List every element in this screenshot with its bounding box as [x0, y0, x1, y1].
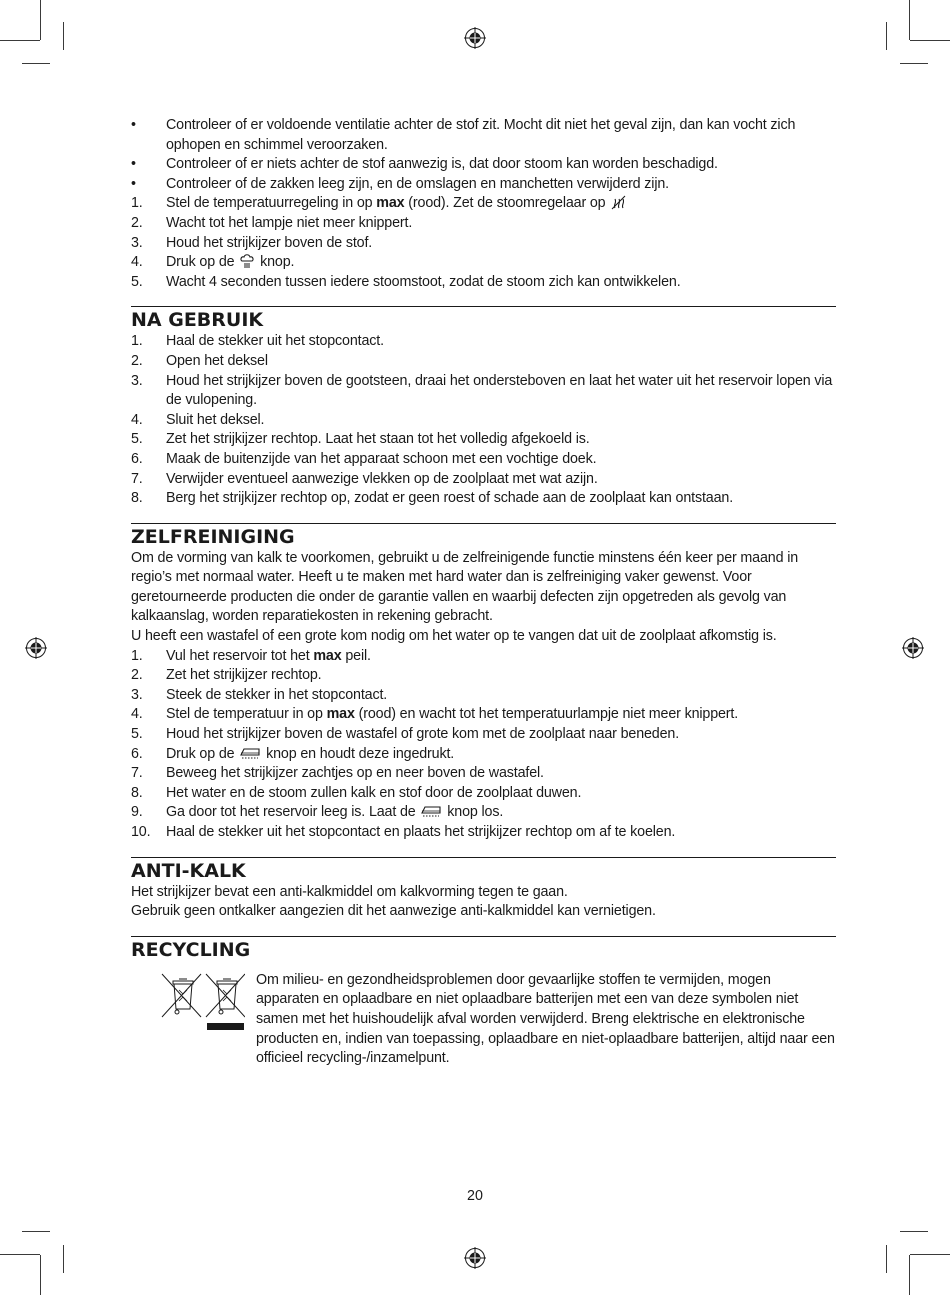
list-item-text: Haal de stekker uit het stopcontact en plaats het strijkijzer rechtop om af te koelen.: [166, 824, 676, 840]
step-number: 2.: [131, 214, 143, 231]
list-item: [131, 332, 836, 352]
step-number: 1.: [131, 195, 143, 212]
list-item: [131, 686, 836, 706]
list-item-text: Wacht 4 seconden tussen iedere stoomstoot, zodat de stoom zich kan ontwikkelen.: [166, 273, 681, 290]
section-recycling: [131, 936, 836, 1071]
list-item-text: Het water en de stoom zullen kalk en stof door de zoolplaat duwen.: [166, 784, 582, 801]
step-number: 7.: [131, 765, 143, 782]
list-item-text: Houd het strijkijzer boven de gootsteen, draai het ondersteboven en laat het water uit het reservoir lopen via de vulopening.: [166, 372, 833, 409]
step-number: 10.: [131, 824, 151, 840]
step-number: 5.: [131, 431, 143, 448]
list-item: [131, 175, 836, 195]
list-item-text: Sluit het deksel.: [166, 411, 265, 428]
list-item: [131, 411, 836, 431]
list-item: [131, 784, 836, 804]
list-item: [131, 705, 836, 725]
crop-mark: [63, 22, 64, 50]
list-item: [131, 666, 836, 686]
crop-mark: [910, 40, 950, 41]
paragraph: Om de vorming van kalk te voorkomen, gebruikt u de zelfreinigende functie minstens één keer per maand in regio’s met normaal water. Heeft u te maken met hard water dan is zelfreiniging vaker gewenst. Voor geretourneerde producten die onder de garantie vallen en waarbij defecten zijn opgetreden als gevolg van kalkaanslag, worden reparatiekosten in rekening gebracht.: [131, 549, 799, 625]
steam-off-icon: [610, 194, 626, 210]
registration-mark-icon: [25, 637, 47, 659]
list-item-text: Verwijder eventueel aanwezige vlekken op de zoolplaat met wat azijn.: [166, 470, 598, 487]
list-item: [131, 116, 836, 155]
bold-text: max: [376, 195, 405, 212]
crop-mark: [886, 1245, 887, 1273]
section-title: ANTI-KALK: [131, 857, 836, 882]
list-item-text: Wacht tot het lampje niet meer knippert.: [166, 214, 413, 231]
list-item: [131, 745, 836, 765]
crop-mark: [40, 0, 41, 40]
step-number: 3.: [131, 372, 143, 389]
step-number: 5.: [131, 726, 143, 743]
paragraph: Gebruik geen ontkalker aangezien dit het aanwezige anti-kalkmiddel kan vernietigen.: [131, 903, 656, 920]
list-item-text: Beweeg het strijkijzer zachtjes op en neer boven de wastafel.: [166, 765, 544, 782]
list-item-text: knop en houdt deze ingedrukt.: [266, 745, 455, 762]
crop-mark: [900, 1231, 928, 1232]
crop-mark: [909, 0, 910, 40]
self-clean-icon: [420, 803, 442, 819]
step-number: 8.: [131, 490, 143, 507]
step-number: 4.: [131, 254, 143, 271]
step-number: 5.: [131, 273, 143, 290]
bold-text: max: [313, 647, 342, 664]
list-item-text: Berg het strijkijzer rechtop op, zodat er geen roest of schade aan de zoolplaat kan ontstaan.: [166, 490, 734, 507]
crop-mark: [0, 1254, 40, 1255]
list-item: [131, 372, 836, 411]
list-item-text: Druk op de: [166, 745, 235, 762]
registration-mark-icon: [464, 1247, 486, 1269]
page-number: 20: [467, 1188, 483, 1204]
list-item: [131, 273, 836, 293]
list-item-text: Open het deksel: [166, 352, 268, 369]
bold-text: max: [326, 706, 355, 723]
step-number: 1.: [131, 647, 143, 664]
step-number: 2.: [131, 667, 143, 684]
section-after-use: [131, 306, 836, 508]
self-clean-icon: [239, 745, 261, 761]
list-item: [131, 725, 836, 745]
crop-mark: [40, 1255, 41, 1295]
list-item-text: Haal de stekker uit het stopcontact.: [166, 333, 384, 350]
list-item-text: Houd het strijkijzer boven de wastafel of grote kom met de zoolplaat naar beneden.: [166, 726, 680, 743]
recycling-text: Om milieu- en gezondheidsproblemen door gevaarlijke stoffen te vermijden, mogen apparaten en oplaadbare en niet oplaadbare batterijen met een van deze symbolen niet samen met het huishoudelijk afval worden verwijderd. Breng elektrische en elektronische producten en, indien van toepassing, oplaadbare en niet-oplaadbare batterijen, altijd naar een officieel recycling-/inzamelpunt.: [256, 971, 835, 1067]
registration-mark-icon: [464, 27, 486, 49]
list-item: [131, 155, 836, 175]
step-number: 8.: [131, 784, 143, 801]
list-item: [131, 194, 836, 214]
list-item-text: Controleer of er niets achter de stof aanwezig is, dat door stoom kan worden beschadigd.: [166, 156, 718, 173]
list-item: [131, 450, 836, 470]
list-item-text: Controleer of de zakken leeg zijn, en de omslagen en manchetten verwijderd zijn.: [166, 175, 669, 192]
step-number: 3.: [131, 686, 143, 703]
list-item-text: Steek de stekker in het stopcontact.: [166, 686, 388, 703]
crop-mark: [22, 1231, 50, 1232]
crop-mark: [910, 1254, 950, 1255]
list-item: [131, 234, 836, 254]
list-item-text: knop los.: [447, 804, 504, 821]
list-item-text: Zet het strijkijzer rechtop.: [166, 667, 322, 684]
list-item: [131, 489, 836, 509]
bullet-marker: •: [131, 175, 136, 192]
list-item-text: Druk op de: [166, 254, 235, 271]
list-item-text: Vul het reservoir tot het: [166, 647, 314, 664]
section-title: RECYCLING: [131, 936, 836, 961]
steam-burst-icon: [239, 253, 255, 269]
section-title: NA GEBRUIK: [131, 306, 836, 331]
list-item-text: Ga door tot het reservoir leeg is. Laat de: [166, 804, 416, 821]
step-number: 6.: [131, 450, 143, 467]
crossed-bin-icon: [161, 973, 245, 1031]
list-item: [131, 764, 836, 784]
step-number: 4.: [131, 411, 143, 428]
step-number: 3.: [131, 234, 143, 251]
crop-mark: [63, 1245, 64, 1273]
step-number: 1.: [131, 333, 143, 350]
crop-mark: [22, 63, 50, 64]
list-item-text: Stel de temperatuur in op: [166, 706, 327, 723]
step-number: 6.: [131, 745, 143, 762]
list-item-text: Houd het strijkijzer boven de stof.: [166, 234, 373, 251]
list-item: [131, 803, 836, 823]
bullet-marker: •: [131, 117, 136, 133]
list-item-text: Maak de buitenzijde van het apparaat schoon met een vochtige doek.: [166, 450, 597, 467]
list-item: [131, 352, 836, 372]
list-item: [131, 253, 836, 273]
registration-mark-icon: [902, 637, 924, 659]
list-item-text: peil.: [341, 647, 371, 664]
list-item-text: knop.: [260, 254, 295, 271]
section-self-clean: [131, 523, 836, 843]
crop-mark: [900, 63, 928, 64]
list-item: [131, 470, 836, 490]
list-item: [131, 647, 836, 667]
crop-mark: [886, 22, 887, 50]
bullet-marker: •: [131, 156, 136, 173]
paragraph: Het strijkijzer bevat een anti-kalkmiddel om kalkvorming tegen te gaan.: [131, 883, 568, 900]
list-item-text: Zet het strijkijzer rechtop. Laat het staan tot het volledig afgekoeld is.: [166, 431, 590, 448]
list-item-text: Controleer of er voldoende ventilatie achter de stof zit. Mocht dit niet het geval zijn, dan kan vocht zich ophopen en schimmel veroorzaken.: [166, 117, 796, 153]
step-number: 9.: [131, 804, 143, 821]
list-item-text: (rood). Zet de stoomregelaar op: [404, 195, 606, 212]
crop-mark: [0, 40, 40, 41]
step-number: 2.: [131, 352, 143, 369]
list-item: [131, 823, 836, 843]
section-title: ZELFREINIGING: [131, 523, 836, 548]
step-number: 7.: [131, 470, 143, 487]
list-item: [131, 430, 836, 450]
recycling-block: [131, 971, 836, 1071]
step-number: 4.: [131, 706, 143, 723]
crop-mark: [909, 1255, 910, 1295]
paragraph: U heeft een wastafel of een grote kom nodig om het water op te vangen dat uit de zoolplaat afkomstig is.: [131, 628, 777, 645]
list-item-text: Stel de temperatuurregeling in op: [166, 195, 377, 212]
section-anti-scale: [131, 857, 836, 922]
page-content: [131, 116, 836, 1071]
list-item-text: (rood) en wacht tot het temperatuurlampje niet meer knippert.: [354, 706, 739, 723]
list-item: [131, 214, 836, 234]
